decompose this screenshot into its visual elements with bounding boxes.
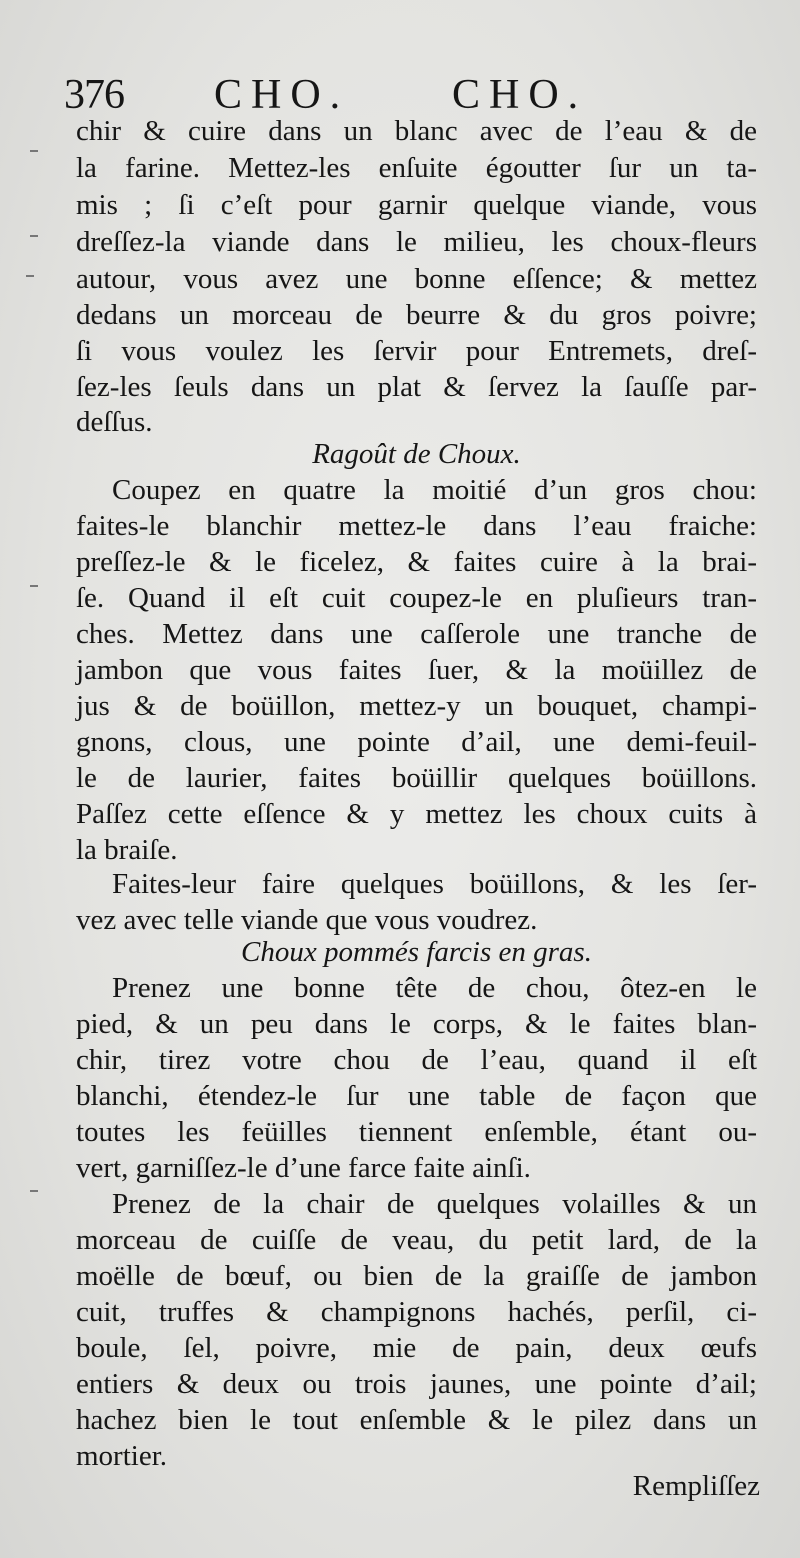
text-line: Prenez une bonne tête de chou, ôtez-en le: [112, 972, 757, 1004]
text-line: entiers & deux ou trois jaunes, une pointe d’ail;: [76, 1368, 757, 1400]
text-line: Paſſez cette eſſence & y mettez les choux cuits à: [76, 798, 757, 830]
text-line: boule, ſel, poivre, mie de pain, deux œufs: [76, 1332, 757, 1364]
margin-mark: [26, 275, 34, 277]
catchword: Rempliſſez: [632, 1470, 760, 1502]
text-line: hachez bien le tout enſemble & le pilez dans un: [76, 1404, 757, 1436]
margin-mark: [30, 150, 38, 152]
text-line: dreſſez-la viande dans le milieu, les choux-fleurs: [76, 226, 757, 258]
text-line: gnons, clous, une pointe d’ail, une demi-feuil-: [76, 726, 757, 758]
text-line: autour, vous avez une bonne eſſence; & mettez: [76, 263, 757, 295]
running-title-left: CHO.: [214, 72, 350, 118]
text-line: blanchi, étendez-le ſur une table de façon que: [76, 1080, 757, 1112]
text-line: chir, tirez votre chou de l’eau, quand il eſt: [76, 1044, 757, 1076]
margin-mark: [30, 235, 38, 237]
text-line: dedans un morceau de beurre & du gros poivre;: [76, 299, 757, 331]
text-line: le de laurier, faites boüillir quelques boüillons.: [76, 762, 757, 794]
text-line: ches. Mettez dans une caſſerole une tranche de: [76, 618, 757, 650]
text-line: deſſus.: [76, 406, 153, 438]
text-line: Coupez en quatre la moitié d’un gros chou:: [112, 474, 757, 506]
text-line: la braiſe.: [76, 834, 178, 866]
section-heading: Ragoût de Choux.: [312, 438, 521, 470]
text-line: toutes les feüilles tiennent enſemble, étant ou-: [76, 1116, 757, 1148]
text-line: jus & de boüillon, mettez-y un bouquet, champi-: [76, 690, 757, 722]
margin-mark: [30, 585, 38, 587]
text-line: mortier.: [76, 1440, 168, 1472]
text-line: pied, & un peu dans le corps, & le faites blan-: [76, 1008, 757, 1040]
text-line: jambon que vous faites ſuer, & la moüillez de: [76, 654, 757, 686]
text-line: Faites-leur faire quelques boüillons, & les ſer-: [112, 868, 757, 900]
text-line: vert, garniſſez-le d’une farce faite ainſi.: [76, 1152, 531, 1184]
text-line: Prenez de la chair de quelques volailles & un: [112, 1188, 757, 1220]
text-line: ſez-les ſeuls dans un plat & ſervez la ſauſſe par-: [76, 371, 757, 403]
text-line: morceau de cuiſſe de veau, du petit lard, de la: [76, 1224, 757, 1256]
text-line: faites-le blanchir mettez-le dans l’eau fraiche:: [76, 510, 757, 542]
text-line: ſi vous voulez les ſervir pour Entremets, dreſ-: [76, 335, 757, 367]
text-line: la farine. Mettez-les enſuite égoutter ſur un ta-: [76, 152, 757, 184]
section-heading: Choux pommés farcis en gras.: [241, 936, 592, 968]
page-number: 376: [64, 72, 124, 118]
text-line: mis ; ſi c’eſt pour garnir quelque viande, vous: [76, 189, 757, 221]
text-line: preſſez-le & le ficelez, & faites cuire à la brai-: [76, 546, 757, 578]
text-line: chir & cuire dans un blanc avec de l’eau & de: [76, 115, 757, 147]
text-line: vez avec telle viande que vous voudrez.: [76, 904, 538, 936]
text-line: moëlle de bœuf, ou bien de la graiſſe de jambon: [76, 1260, 757, 1292]
margin-mark: [30, 1190, 38, 1192]
text-line: ſe. Quand il eſt cuit coupez-le en pluſieurs tran-: [76, 582, 757, 614]
running-title-right: CHO.: [452, 72, 588, 118]
text-line: cuit, truffes & champignons hachés, perſil, ci-: [76, 1296, 757, 1328]
